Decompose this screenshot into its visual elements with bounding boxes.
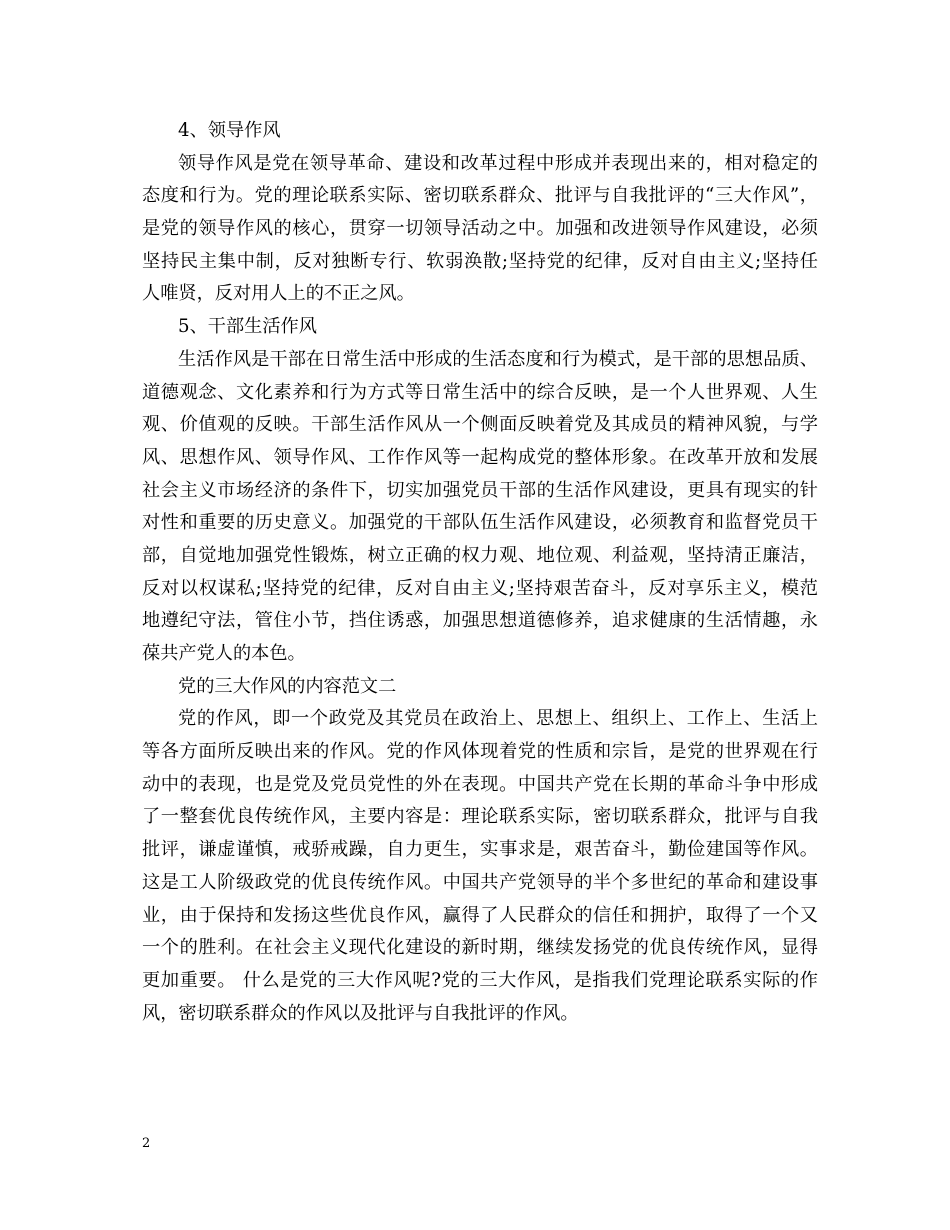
- section-heading: 4、领导作风: [178, 120, 281, 141]
- paragraph-line: 是党的领导作风的核心，贯穿一切领导活动之中。加强和改进领导作风建设，必须: [142, 218, 818, 240]
- paragraph-line: 葆共产党人的本色。: [142, 643, 306, 664]
- paragraph-line: 社会主义市场经济的条件下，切实加强党员干部的生活作风建设，更具有现实的针: [142, 479, 818, 501]
- paragraph-line: 动中的表现，也是党及党员党性的外在表现。中国共产党在长期的革命斗争中形成: [142, 773, 818, 795]
- paragraph-line: 道德观念、文化素养和行为方式等日常生活中的综合反映，是一个人世界观、人生: [142, 381, 818, 403]
- paragraph-line: 业，由于保持和发扬这些优良作风，赢得了人民群众的信任和拥护，取得了一个又: [142, 904, 818, 926]
- paragraph-line: 反对以权谋私;坚持党的纪律，反对自由主义;坚持艰苦奋斗，反对享乐主义，模范: [142, 577, 818, 599]
- paragraph-line: 风、思想作风、领导作风、工作作风等一起构成党的整体形象。在改革开放和发展: [142, 446, 818, 468]
- paragraph-line: 这是工人阶级政党的优良传统作风。中国共产党领导的半个多世纪的革命和建设事: [142, 871, 818, 893]
- paragraph-line: 等各方面所反映出来的作风。党的作风体现着党的性质和宗旨，是党的世界观在行: [142, 741, 818, 763]
- paragraph-line: 对性和重要的历史意义。加强党的干部队伍生活作风建设，必须教育和监督党员干: [142, 512, 818, 534]
- paragraph-line: 部，自觉地加强党性锻炼，树立正确的权力观、地位观、利益观，坚持清正廉洁，: [142, 544, 818, 566]
- paragraph-line: 风，密切联系群众的作风以及批评与自我批评的作风。: [142, 1002, 579, 1024]
- paragraph-line: 批评，谦虚谨慎，戒骄戒躁，自力更生，实事求是，艰苦奋斗，勤俭建国等作风。: [142, 839, 818, 861]
- paragraph-line: 生活作风是干部在日常生活中形成的生活态度和行为模式，是干部的思想品质、: [178, 348, 818, 370]
- document-body: [142, 115, 818, 1030]
- paragraph-line: 人唯贤，反对用人上的不正之风。: [142, 283, 415, 305]
- paragraph-line: 了一整套优良传统作风，主要内容是：理论联系实际，密切联系群众，批评与自我: [142, 806, 818, 828]
- paragraph-line: 坚持民主集中制，反对独断专行、软弱涣散;坚持党的纪律，反对自由主义;坚持任: [142, 250, 818, 272]
- section-heading: 党的三大作风的内容范文二: [178, 675, 397, 697]
- paragraph-line: 态度和行为。党的理论联系实际、密切联系群众、批评与自我批评的“三大作风”，: [142, 185, 818, 207]
- paragraph-line: 更加重要。 什么是党的三大作风呢?党的三大作风，是指我们党理论联系实际的作: [142, 969, 818, 991]
- paragraph-line: 领导作风是党在领导革命、建设和改革过程中形成并表现出来的，相对稳定的: [178, 152, 818, 174]
- section-heading: 5、干部生活作风: [178, 316, 317, 338]
- paragraph-line: 观、价值观的反映。干部生活作风从一个侧面反映着党及其成员的精神风貌，与学: [142, 414, 818, 436]
- paragraph-line: 一个的胜利。在社会主义现代化建设的新时期，继续发扬党的优良传统作风，显得: [142, 937, 818, 959]
- paragraph-line: 党的作风，即一个政党及其党员在政治上、思想上、组织上、工作上、生活上: [178, 708, 818, 730]
- paragraph-line: 地遵纪守法，管住小节，挡住诱惑，加强思想道德修养，追求健康的生活情趣，永: [142, 610, 818, 632]
- page-number: 2: [142, 1136, 151, 1151]
